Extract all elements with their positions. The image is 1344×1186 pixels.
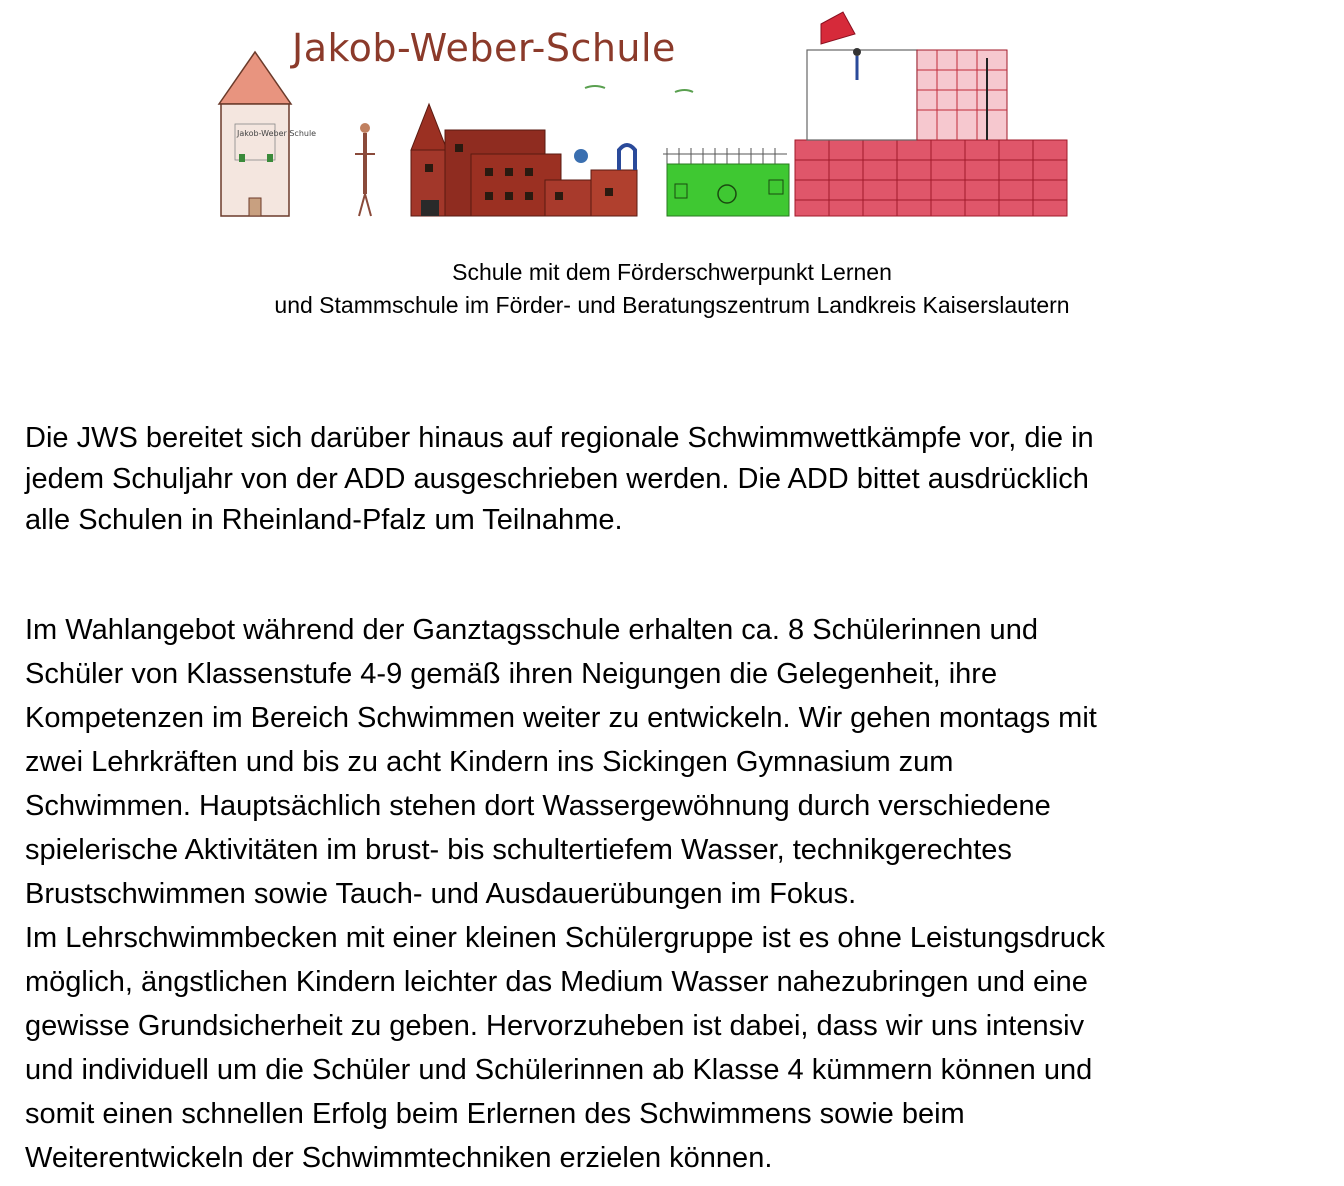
text-line: alle Schulen in Rheinland-Pfalz um Teilnahme.: [25, 504, 623, 536]
school-name-title: Jakob-Weber-Schule: [292, 26, 676, 70]
person-figure: [365, 194, 371, 216]
red-building-white-part: [807, 50, 917, 140]
text-line: und individuell um die Schüler und Schülerinnen ab Klasse 4 kümmern können und: [25, 1054, 1093, 1086]
person-figure: [359, 194, 365, 216]
red-building-tower: [917, 50, 1007, 140]
text-line: Im Wahlangebot während der Ganztagsschule erhalten ca. 8 Schülerinnen und: [25, 614, 1038, 646]
text-line: zwei Lehrkräften und bis zu acht Kindern ins Sickingen Gymnasium zum: [25, 746, 954, 778]
grass-mark: [675, 90, 693, 92]
text-line: Die JWS bereitet sich darüber hinaus auf regionale Schwimmwettkämpfe vor, die in: [25, 422, 1094, 454]
tower-window: [239, 154, 245, 162]
tower-door: [249, 198, 261, 216]
brick-building: [545, 180, 591, 216]
text-line: Weiterentwickeln der Schwimmtechniken erzielen können.: [25, 1142, 773, 1174]
tower-roof: [219, 52, 291, 104]
text-line: möglich, ängstlichen Kindern leichter das Medium Wasser nahezubringen und eine: [25, 966, 1088, 998]
text-line: spielerische Aktivitäten im brust- bis schultertiefem Wasser, technikgerechtes: [25, 834, 1012, 866]
school-subtitle: [0, 256, 1344, 322]
tower-window: [267, 154, 273, 162]
paragraph-competitions: [25, 418, 1325, 541]
tower-label: Jakob-Weber Schule: [237, 129, 317, 138]
green-building: [667, 164, 789, 216]
person-figure: [360, 123, 370, 133]
subtitle-line: Schule mit dem Förderschwerpunkt Lernen: [452, 259, 892, 285]
text-line: gewisse Grundsicherheit zu geben. Hervorzuheben ist dabei, dass wir uns intensiv: [25, 1010, 1085, 1042]
brick-roof: [411, 104, 447, 150]
text-line: Kompetenzen im Bereich Schwimmen weiter zu entwickeln. Wir gehen montags mit: [25, 702, 1097, 734]
text-line: Brustschwimmen sowie Tauch- und Ausdauerübungen im Fokus.: [25, 878, 857, 910]
text-line: Im Lehrschwimmbecken mit einer kleinen Schülergruppe ist es ohne Leistungsdruck: [25, 922, 1105, 954]
brick-building: [591, 170, 637, 216]
grass-mark: [585, 86, 605, 88]
text-line: Schwimmen. Hauptsächlich stehen dort Wassergewöhnung durch verschiedene: [25, 790, 1051, 822]
brick-door: [421, 200, 439, 216]
text-line: somit einen schnellen Erfolg beim Erlernen des Schwimmens sowie beim: [25, 1098, 965, 1130]
subtitle-line: und Stammschule im Förder- und Beratungszentrum Landkreis Kaiserslautern: [274, 292, 1070, 318]
blue-arch: [619, 145, 635, 170]
red-flag: [821, 12, 855, 44]
paragraph-swimming-offer: [25, 608, 1325, 1180]
text-line: jedem Schuljahr von der ADD ausgeschrieben werden. Die ADD bittet ausdrücklich: [25, 463, 1089, 495]
blue-dome: [574, 149, 588, 163]
building-figure: [853, 48, 861, 56]
text-line: Schüler von Klassenstufe 4-9 gemäß ihren Neigungen die Gelegenheit, ihre: [25, 658, 998, 690]
